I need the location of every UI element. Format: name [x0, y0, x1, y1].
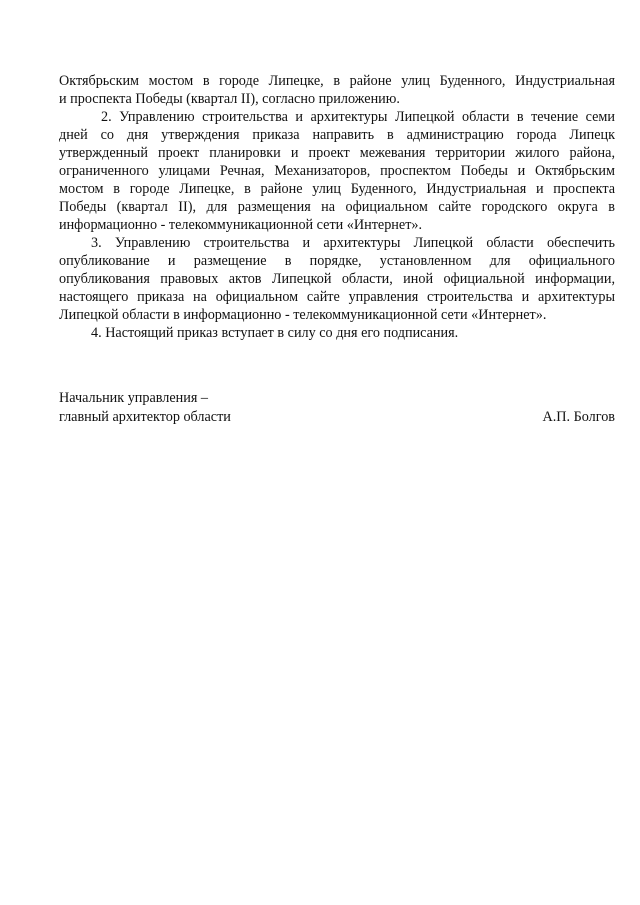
paragraph-line: 2. Управлению строительства и архитектуры Липецкой области в течение семи [101, 109, 615, 125]
paragraph-line: утвержденный проект планировки и проект межевания территории жилого района, [59, 145, 615, 161]
paragraph-line: 4. Настоящий приказ вступает в силу со дня его подписания. [91, 325, 459, 341]
paragraph-line: ограниченного улицами Речная, Механизаторов, проспектом Победы и Октябрьским [59, 163, 615, 179]
paragraph-item-2 [59, 108, 615, 234]
paragraph-line: 3. Управлению строительства и архитектуры Липецкой области обеспечить [91, 235, 615, 251]
signature-position-line: главный архитектор области [59, 409, 231, 425]
paragraph-line: опубликования правовых актов Липецкой области, иной официальной информации, [59, 271, 615, 287]
paragraph-line: мостом в городе Липецке, в районе улиц Буденного, Индустриальная и проспекта [59, 181, 615, 197]
paragraph-item-3 [59, 234, 615, 324]
paragraph-line: настоящего приказа на официальном сайте управления строительства и архитектуры [59, 289, 615, 305]
signature-position-line: Начальник управления – [59, 390, 209, 406]
paragraph-line: Октябрьским мостом в городе Липецке, в районе улиц Буденного, Индустриальная [59, 73, 615, 89]
paragraph-line: опубликование и размещение в порядке, установленном для официального [59, 253, 615, 269]
signature-name: А.П. Болгов [542, 409, 615, 425]
paragraph-item-4 [59, 324, 615, 342]
paragraph-line: дней со дня утверждения приказа направить в администрацию города Липецк [59, 127, 615, 143]
paragraph-line: Победы (квартал II), для размещения на официальном сайте городского округа в [59, 199, 615, 215]
document-body [59, 72, 615, 342]
paragraph-line: Липецкой области в информационно - телекоммуникационной сети «Интернет». [59, 307, 547, 323]
paragraph-continuation [59, 72, 615, 108]
paragraph-line: информационно - телекоммуникационной сети «Интернет». [59, 217, 423, 233]
signature-block [59, 389, 615, 427]
paragraph-line: и проспекта Победы (квартал II), согласно приложению. [59, 91, 400, 107]
